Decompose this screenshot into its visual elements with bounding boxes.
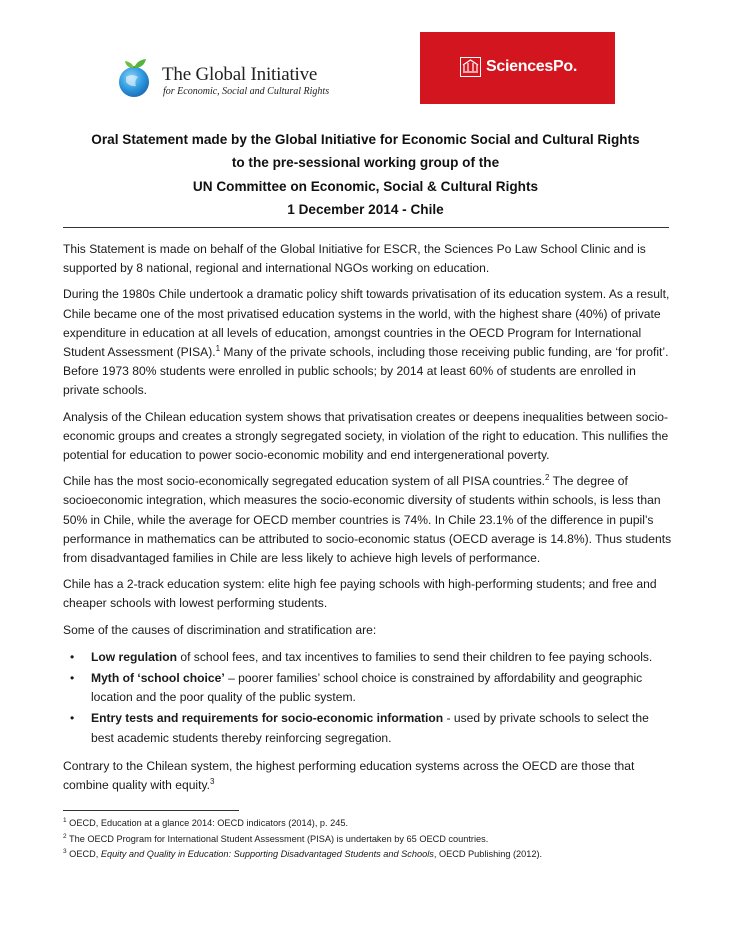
heading-line-4: 1 December 2014 - Chile xyxy=(287,201,444,217)
footnote-2: $^2$ The OECD Program for International Student Assessment (PISA) is undertaken by 65 OECD countries. xyxy=(63,832,489,844)
paragraph-causes-intro: Some of the causes of discrimination and stratification are: xyxy=(63,622,377,637)
causes-list xyxy=(63,648,673,748)
gi-logo-subtitle: for Economic, Social and Cultural Rights xyxy=(163,86,330,97)
footnote-3: $^3$ OECD, Equity and Quality in Education: Supporting Disadvantaged Students and Schools, OECD Publishing (2012). xyxy=(63,847,543,859)
statement-body xyxy=(63,240,673,802)
footnote-ref-1[interactable]: 1 xyxy=(215,343,221,353)
paragraph-conclusion: Contrary to the Chilean system, the highest performing education systems across the OECD are those that combine quality with equity.$^3$ xyxy=(63,758,635,793)
sciences-po-emblem-icon xyxy=(460,57,481,77)
globe-sprout-icon xyxy=(112,49,158,101)
list-item: • Low regulation of school fees, and tax incentives to families to send their children to fee paying schools. xyxy=(63,648,673,667)
footnotes xyxy=(63,816,673,863)
heading-line-3: UN Committee on Economic, Social & Cultural Rights xyxy=(192,178,539,194)
footnote-ref-2[interactable]: 2 xyxy=(544,473,550,483)
heading-line-2: to the pre-sessional working group of the xyxy=(231,155,500,171)
footnote-1: $^1$ OECD, Education at a glance 2014: OECD indicators (2014), p. 245. xyxy=(63,816,349,828)
heading-divider xyxy=(63,227,669,228)
gi-logo-title: The Global Initiative xyxy=(162,64,318,85)
bullet-icon: • xyxy=(70,671,75,686)
paragraph-privatisation: During the 1980s Chile undertook a dramatic policy shift towards privatisation of its education system. As a result, Chile became one of the most privatised education systems in the world, with the highest share (40%) of private expenditure in education at all levels of education, amongst countries in the OECD Program for International Student Assessment (PISA).$^1$ Many of the private schools, including those receiving public funding, are ‘for profit’. Before 1973 80% students were enrolled in public schools; by 2014 at least 60% of students are enrolled in private schools. xyxy=(63,287,670,398)
bullet-icon: • xyxy=(70,649,75,664)
paragraph-intro: This Statement is made on behalf of the Global Initiative for ESCR, the Sciences Po Law School Clinic and is supported by 8 national, regional and international NGOs working on education. xyxy=(63,242,646,276)
global-initiative-logo xyxy=(112,49,330,101)
heading-line-1: Oral Statement made by the Global Initiative for Economic Social and Cultural Rights xyxy=(91,132,640,147)
list-item: • Entry tests and requirements for socio-economic information - used by private schools to select the best academic students thereby reinforcing segregation. xyxy=(70,711,649,745)
sciences-po-wordmark: SciencesPo. xyxy=(486,58,577,75)
statement-heading xyxy=(60,128,671,221)
footnote-divider xyxy=(63,810,239,811)
paragraph-analysis: Analysis of the Chilean education system shows that privatisation creates or deepens inequalities between socio-economic groups and creates a strongly segregated society, in violation of the right to education. This nullifies the potential for education to power socio-economic mobility and end intergenerational poverty. xyxy=(63,409,669,463)
paragraph-two-track: Chile has a 2-track education system: elite high fee paying schools with high-performing students; and free and cheaper schools with lowest performing students. xyxy=(63,577,657,611)
paragraph-segregation: Chile has the most socio-economically segregated education system of all PISA countries.$^2$ The degree of socioeconomic integration, which measures the socio-economic diversity of students within schools, is less than 50% in Chile, while the average for OECD member countries is 74%. In Chile 23.1% of the difference in pupil’s performance in mathematics can be attributed to socio-economic status (OECD average is 14.8%). Thus students from disadvantaged families in Chile are less likely to achieve high levels of performance. xyxy=(63,473,672,566)
footnote-ref-3[interactable]: 3 xyxy=(210,777,215,787)
bullet-icon: • xyxy=(70,711,75,726)
sciences-po-logo xyxy=(420,32,615,104)
list-item: • Myth of ‘school choice’ – poorer families’ school choice is constrained by affordability and geographic location and the poor quality of the public system. xyxy=(70,671,643,705)
